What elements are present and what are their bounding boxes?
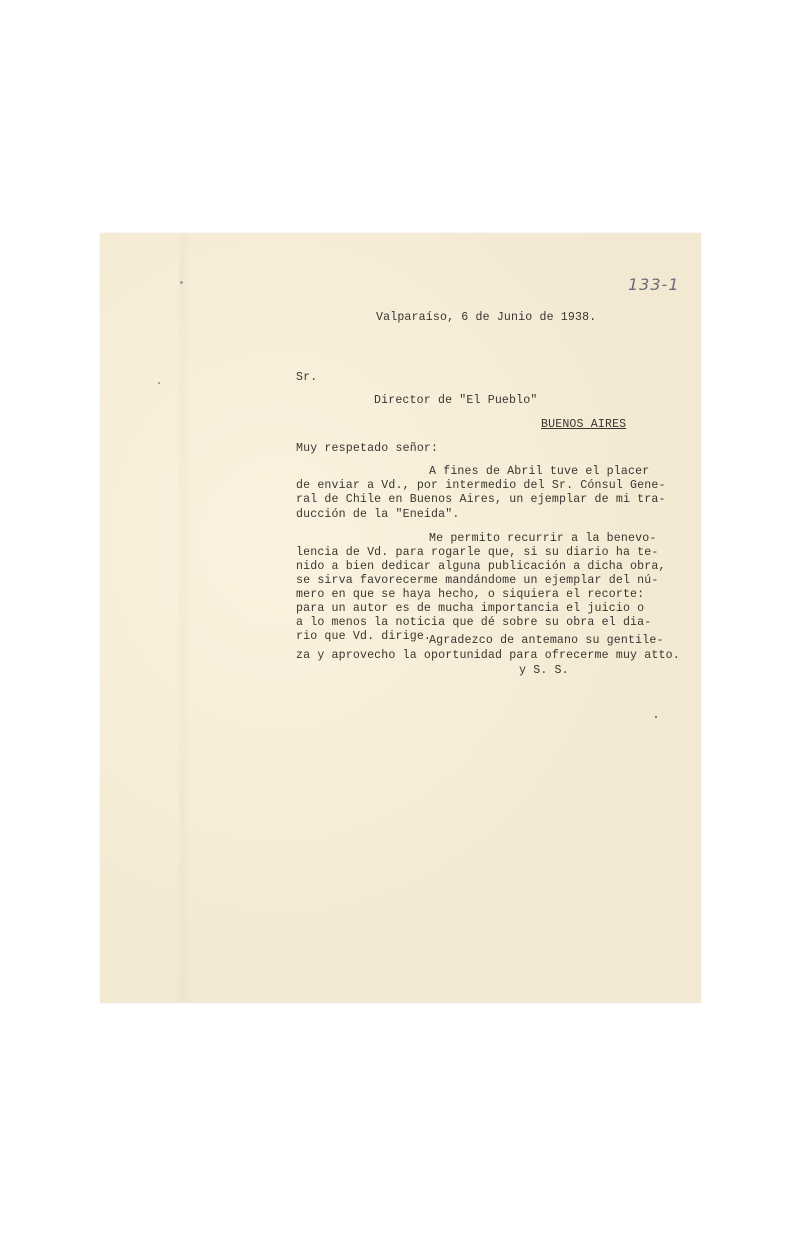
paragraph2-line: se sirva favorecerme mandándome un ejemplar del nú- [296,574,659,587]
paragraph2-line: Me permito recurrir a la benevo- [429,532,657,545]
paragraph3-line: za y aprovecho la oportunidad para ofrecerme muy atto. [296,649,680,662]
addressee: Director de "El Pueblo" [374,394,538,407]
paragraph1-line: ral de Chile en Buenos Aires, un ejemplar de mi tra- [296,493,666,506]
paragraph2-line: lencia de Vd. para rogarle que, si su diario ha te- [296,546,659,559]
paragraph1-line: de enviar a Vd., por intermedio del Sr. Cónsul Gene- [296,479,666,492]
city: BUENOS AIRES [541,418,627,431]
paragraph2-line: a lo menos la noticia que dé sobre su obra el dia- [296,616,652,629]
paragraph2-line: mero en que se haya hecho, o siquiera el recorte: [296,588,645,601]
paragraph1-line: ducción de la "Eneida". [296,508,460,521]
paper-speck [655,716,657,718]
paragraph2-line: nido a bien dedicar alguna publicación a dicha obra, [296,560,666,573]
paragraph3-line: Agradezco de antemano su gentile- [429,634,664,647]
paragraph2-line: rio que Vd. dirige. [296,630,432,643]
archive-number-annotation: 133-1 [628,275,680,294]
date-line: Valparaíso, 6 de Junio de 1938. [376,311,597,324]
greeting: Muy respetado señor: [296,442,439,455]
letter-page [100,233,701,1003]
paragraph3-line: y S. S. [519,664,569,677]
paper-speck [180,281,183,284]
paragraph1-line: A fines de Abril tuve el placer [429,465,650,478]
paragraph2-line: para un autor es de mucha importancia el juicio o [296,602,645,615]
salutation-prefix: Sr. [296,371,318,384]
paper-speck [158,382,160,384]
